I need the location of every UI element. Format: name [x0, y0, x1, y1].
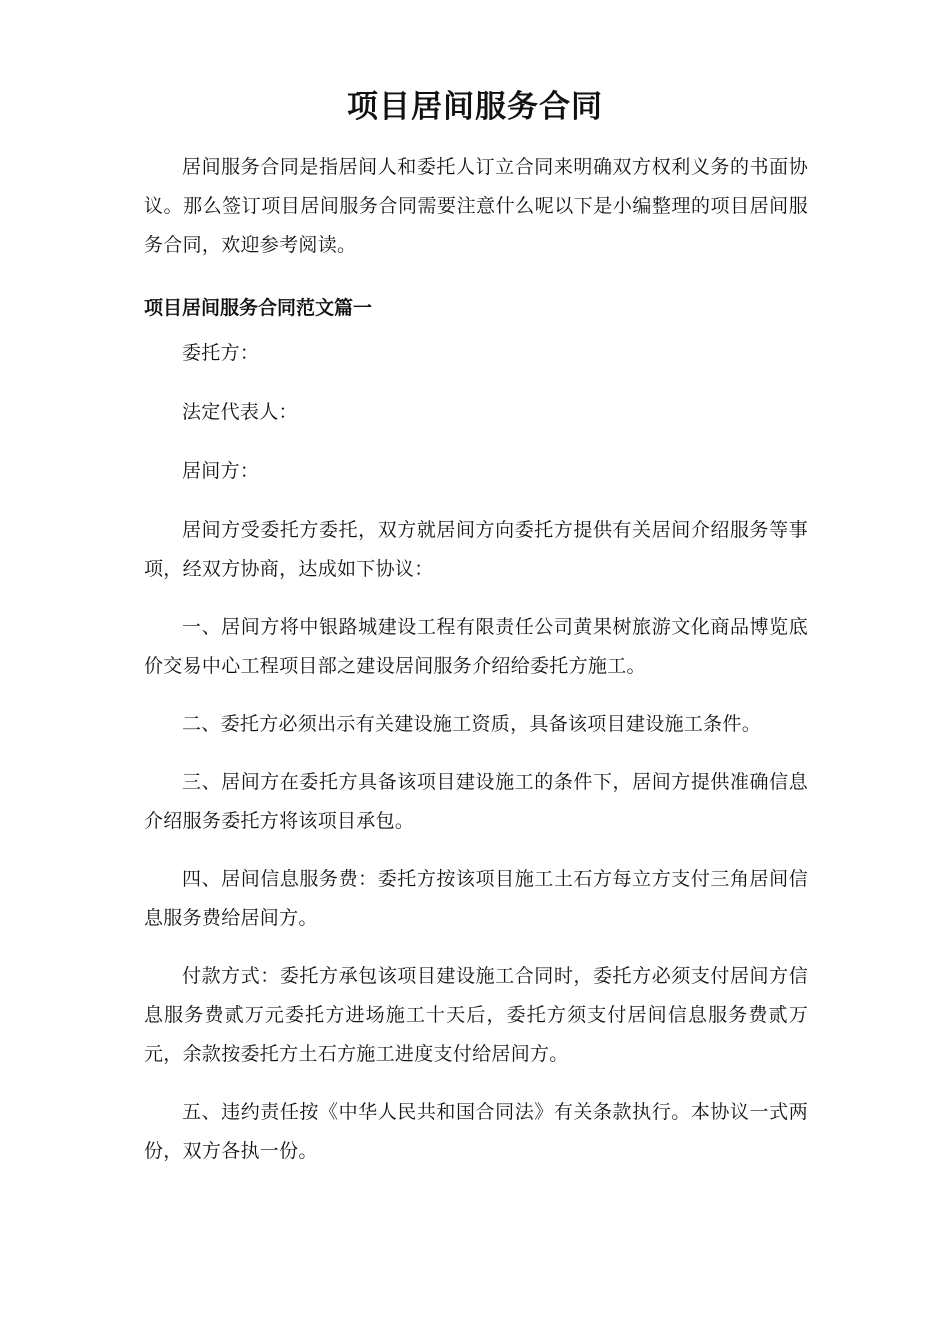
principal-field: 委托方：	[182, 342, 260, 364]
section-heading: 项目居间服务合同范文篇一	[144, 297, 373, 319]
clause-4: 四、居间信息服务费：委托方按该项目施工土石方每立方支付三角居间信息服务费给居间方。	[144, 868, 808, 929]
document-title: 项目居间服务合同	[347, 89, 603, 125]
intermediary-field: 居间方：	[182, 460, 260, 482]
clause-2: 二、委托方必须出示有关建设施工资质，具备该项目建设施工条件。	[182, 713, 762, 735]
payment-terms: 付款方式：委托方承包该项目建设施工合同时，委托方必须支付居间方信息服务费贰万元委托方进场施工十天后，委托方须支付居间信息服务费贰万元，余款按委托方土石方施工进度支付给居间方。	[144, 965, 808, 1065]
clause-3: 三、居间方在委托方具备该项目建设施工的条件下，居间方提供准确信息介绍服务委托方将该项目承包。	[144, 771, 808, 832]
clause-5: 五、违约责任按《中华人民共和国合同法》有关条款执行。本协议一式两份，双方各执一份。	[144, 1101, 808, 1162]
clause-1: 一、居间方将中银路城建设工程有限责任公司黄果树旅游文化商品博览底价交易中心工程项目部之建设居间服务介绍给委托方施工。	[144, 616, 808, 677]
legal-representative-field: 法定代表人：	[182, 401, 298, 423]
agreement-preamble: 居间方受委托方委托，双方就居间方向委托方提供有关居间介绍服务等事项，经双方协商，达成如下协议：	[144, 519, 808, 580]
intro-paragraph: 居间服务合同是指居间人和委托人订立合同来明确双方权利义务的书面协议。那么签订项目居间服务合同需要注意什么呢以下是小编整理的项目居间服务合同，欢迎参考阅读。	[144, 156, 808, 256]
